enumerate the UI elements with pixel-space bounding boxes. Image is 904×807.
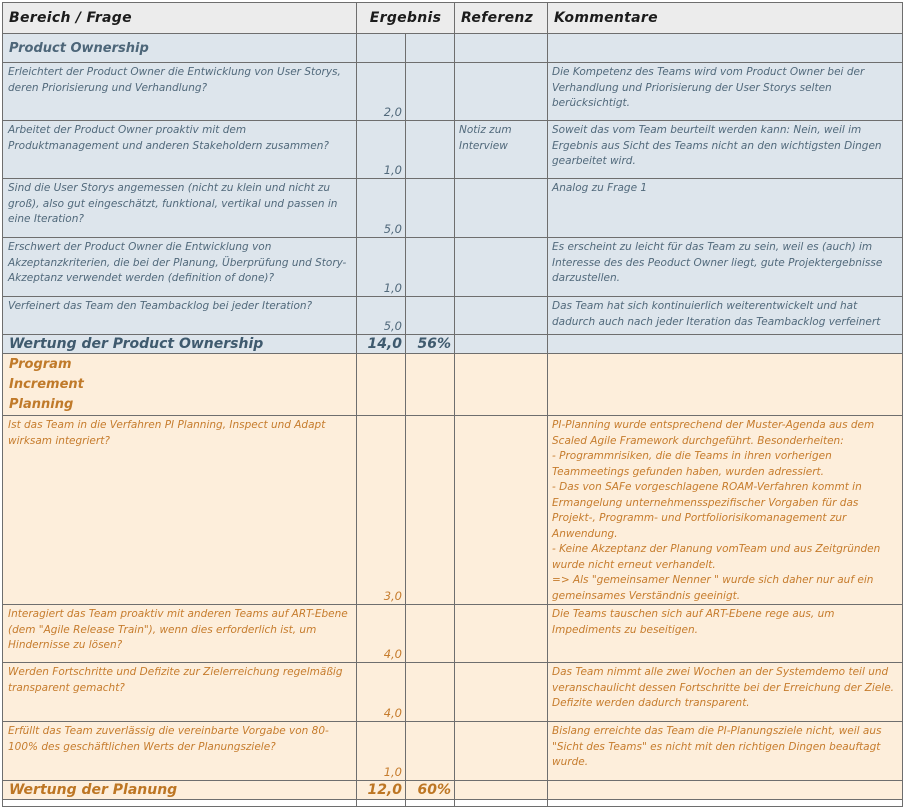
total-label: Wertung der Planung xyxy=(3,781,357,800)
table-row xyxy=(3,63,903,121)
score-cell: 2,0 xyxy=(357,63,406,121)
table-row xyxy=(3,605,903,663)
comment-cell: Analog zu Frage 1 xyxy=(548,179,903,238)
reference-cell: Notiz zum Interview xyxy=(455,121,548,179)
reference-cell xyxy=(455,297,548,335)
comment-cell: Die Teams tauschen sich auf ART-Ebene rege aus, um Impediments zu beseitigen. xyxy=(548,605,903,663)
score-cell: 4,0 xyxy=(357,605,406,663)
total-label: Wertung der Product Ownership xyxy=(3,335,357,354)
evaluation-table xyxy=(2,2,903,807)
trailing-row xyxy=(3,800,903,807)
question-cell: Erleichtert der Product Owner die Entwicklung von User Storys, deren Priorisierung und Verhandlung? xyxy=(3,63,357,121)
comment-cell: Das Team nimmt alle zwei Wochen an der Systemdemo teil und veranschaulicht dessen Fortschritte bei der Erreichung der Ziele. Defizite werden dadurch transparent. xyxy=(548,663,903,722)
header-result: Ergebnis xyxy=(357,3,455,34)
total-score: 14,0 xyxy=(357,335,406,354)
section-title: Product Ownership xyxy=(3,34,357,63)
score-cell: 1,0 xyxy=(357,722,406,781)
question-cell: Sind die User Storys angemessen (nicht zu klein und nicht zu groß), also gut eingeschätzt, funktional, vertikal und passen in eine Iteration? xyxy=(3,179,357,238)
section-title-row xyxy=(3,354,903,416)
question-cell: Interagiert das Team proaktiv mit anderen Teams auf ART-Ebene (dem "Agile Release Train"), wenn dies erforderlich ist, um Hindernisse zu lösen? xyxy=(3,605,357,663)
comment-cell: Soweit das vom Team beurteilt werden kann: Nein, weil im Ergebnis aus Sicht des Teams nicht an den wichtigsten Dingen gearbeitet wird. xyxy=(548,121,903,179)
total-row xyxy=(3,335,903,354)
reference-cell xyxy=(455,722,548,781)
score-cell: 4,0 xyxy=(357,663,406,722)
section-title: Program Increment Planning xyxy=(3,354,357,416)
reference-cell xyxy=(455,605,548,663)
score-cell: 1,0 xyxy=(357,238,406,297)
comment-cell: Die Kompetenz des Teams wird vom Product Owner bei der Verhandlung und Priorisierung der User Storys selten berücksichtigt. xyxy=(548,63,903,121)
table-row xyxy=(3,722,903,781)
header-reference: Referenz xyxy=(455,3,548,34)
comment-cell: Bislang erreichte das Team die PI-Planungsziele nicht, weil aus "Sicht des Teams" es nicht mit den richtigen Dingen beauftagt wurde. xyxy=(548,722,903,781)
question-cell: Erschwert der Product Owner die Entwicklung von Akzeptanzkriterien, die bei der Planung, Überprüfung und Story-Akzeptanz verwendet werden (definition of done)? xyxy=(3,238,357,297)
question-cell: Ist das Team in die Verfahren PI Planning, Inspect und Adapt wirksam integriert? xyxy=(3,416,357,605)
total-percent: 56% xyxy=(406,335,455,354)
score-cell: 5,0 xyxy=(357,297,406,335)
table-row xyxy=(3,663,903,722)
question-cell: Verfeinert das Team den Teambacklog bei jeder Iteration? xyxy=(3,297,357,335)
reference-cell xyxy=(455,416,548,605)
question-cell: Erfüllt das Team zuverlässig die vereinbarte Vorgabe von 80-100% des geschäftlichen Werts der Planungsziele? xyxy=(3,722,357,781)
score-cell: 3,0 xyxy=(357,416,406,605)
reference-cell xyxy=(455,663,548,722)
comment-cell: PI-Planning wurde entsprechend der Muster-Agenda aus dem Scaled Agile Framework durchgeführt. Besonderheiten: - Programmrisiken, die die Teams in ihren vorherigen Teammeetings gefunden haben, wurden adressiert. - Das von SAFe vorgeschlagene ROAM-Verfahren kommt in Ermangelung unternehmensspezifischer Vorgaben für das Projekt-, Programm- und Portfoliorisikomanagement zur Anwendung. - Keine Akzeptanz der Planung vomTeam und aus Zeitgründen wurde nicht erneut verhandelt. => Als "gemeinsamer Nenner " wurde sich daher nur auf ein gemeinsames Verständnis geeinigt. xyxy=(548,416,903,605)
reference-cell xyxy=(455,179,548,238)
reference-cell xyxy=(455,63,548,121)
table-row xyxy=(3,416,903,605)
total-score: 12,0 xyxy=(357,781,406,800)
table-row xyxy=(3,297,903,335)
table-row xyxy=(3,238,903,297)
header-comments: Kommentare xyxy=(548,3,903,34)
section-title-row xyxy=(3,34,903,63)
score-cell: 5,0 xyxy=(357,179,406,238)
table-row xyxy=(3,179,903,238)
question-cell: Arbeitet der Product Owner proaktiv mit dem Produktmanagement und anderen Stakeholdern zusammen? xyxy=(3,121,357,179)
comment-cell: Es erscheint zu leicht für das Team zu sein, weil es (auch) im Interesse des des Peoduct Owner liegt, gute Projektergebnisse darzustellen. xyxy=(548,238,903,297)
total-row xyxy=(3,781,903,800)
table-row xyxy=(3,121,903,179)
score-cell: 1,0 xyxy=(357,121,406,179)
comment-cell: Das Team hat sich kontinuierlich weiterentwickelt und hat dadurch auch nach jeder Iteration das Teambacklog verfeinert xyxy=(548,297,903,335)
reference-cell xyxy=(455,238,548,297)
total-percent: 60% xyxy=(406,781,455,800)
question-cell: Werden Fortschritte und Defizite zur Zielerreichung regelmäßig transparent gemacht? xyxy=(3,663,357,722)
header-row xyxy=(3,3,903,34)
header-area: Bereich / Frage xyxy=(3,3,357,34)
